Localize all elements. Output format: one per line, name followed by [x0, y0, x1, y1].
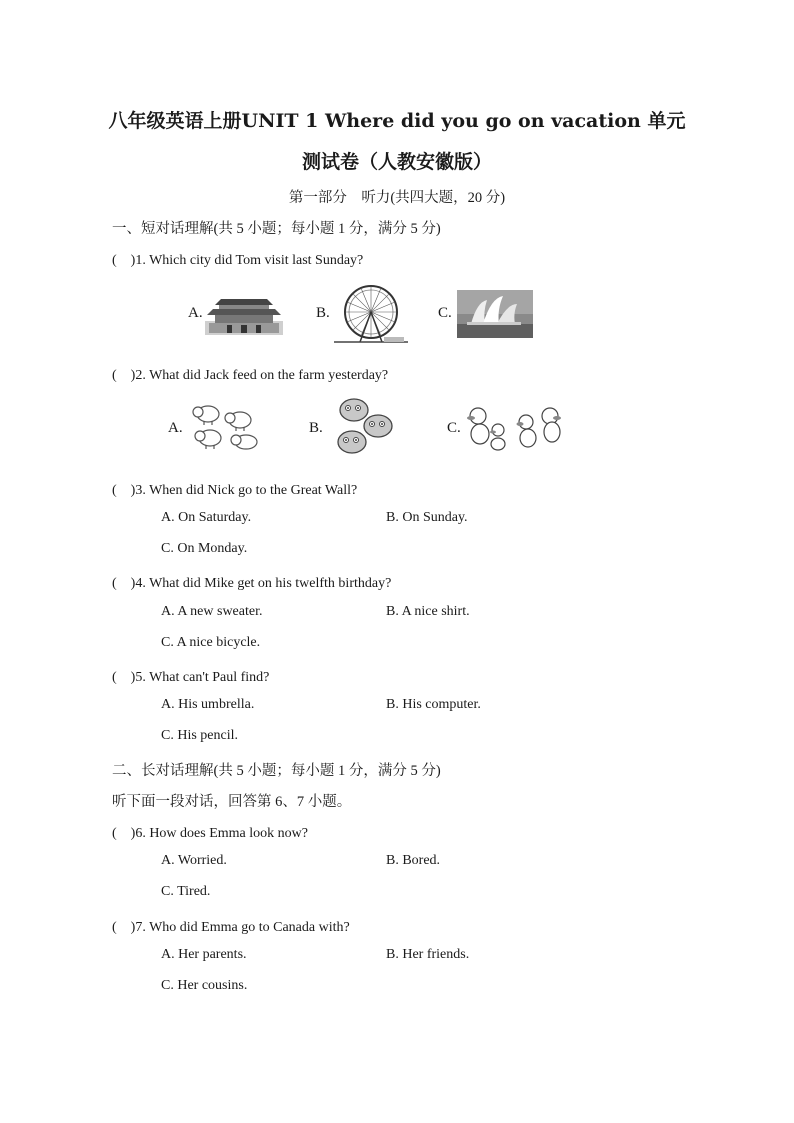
q4-option-a: A. A new sweater. — [161, 604, 263, 619]
q6-option-c: C. Tired. — [161, 884, 211, 899]
question-4-stem: ( )4. What did Mike get on his twelfth birthday? — [112, 576, 392, 591]
question-5-stem: ( )5. What can't Paul find? — [112, 670, 270, 685]
q4-option-b: B. A nice shirt. — [386, 604, 470, 619]
ducks-picture — [466, 402, 564, 452]
q6-option-a: A. Worried. — [161, 853, 227, 868]
part-heading: 第一部分 听力(共四大题，20 分) — [288, 190, 506, 206]
q5-option-b: B. His computer. — [386, 697, 481, 712]
ferris-wheel-picture — [334, 284, 408, 346]
q2-option-c-label: C. — [447, 420, 461, 436]
pigs-picture — [188, 400, 264, 452]
q5-option-c: C. His pencil. — [161, 728, 238, 743]
q6-option-b: B. Bored. — [386, 853, 441, 868]
question-6-stem: ( )6. How does Emma look now? — [112, 826, 308, 841]
q7-option-c: C. Her cousins. — [161, 978, 248, 993]
question-7-stem: ( )7. Who did Emma go to Canada with? — [112, 920, 350, 935]
q1-option-b-label: B. — [316, 305, 330, 321]
q5-option-a: A. His umbrella. — [161, 697, 255, 712]
instruction-q6-q7: 听下面一段对话，回答第 6、7 小题。 — [112, 794, 352, 810]
section-heading-short-dialogue: 一、短对话理解(共 5 小题；每小题 1 分，满分 5 分) — [112, 221, 441, 237]
elephants-picture — [330, 394, 396, 460]
q3-option-a: A. On Saturday. — [161, 510, 252, 525]
document-title-line1: 八年级英语上册UNIT 1 Where did you go on vacation 单元 — [108, 110, 686, 132]
document-title-line2: 测试卷（人教安徽版） — [301, 151, 492, 173]
q7-option-b: B. Her friends. — [386, 947, 470, 962]
q1-option-a-label: A. — [188, 305, 203, 321]
opera-house-picture — [457, 290, 533, 338]
section-heading-long-dialogue: 二、长对话理解(共 5 小题；每小题 1 分，满分 5 分) — [112, 763, 441, 779]
tiananmen-picture — [205, 295, 283, 335]
q2-option-b-label: B. — [309, 420, 323, 436]
q7-option-a: A. Her parents. — [161, 947, 247, 962]
q1-option-c-label: C. — [438, 305, 452, 321]
q4-option-c: C. A nice bicycle. — [161, 635, 261, 650]
question-3-stem: ( )3. When did Nick go to the Great Wall? — [112, 483, 358, 498]
q2-option-a-label: A. — [168, 420, 183, 436]
question-2-stem: ( )2. What did Jack feed on the farm yesterday? — [112, 368, 389, 383]
q3-option-c: C. On Monday. — [161, 541, 248, 556]
q3-option-b: B. On Sunday. — [386, 510, 468, 525]
question-1-stem: ( )1. Which city did Tom visit last Sunday? — [112, 253, 364, 268]
